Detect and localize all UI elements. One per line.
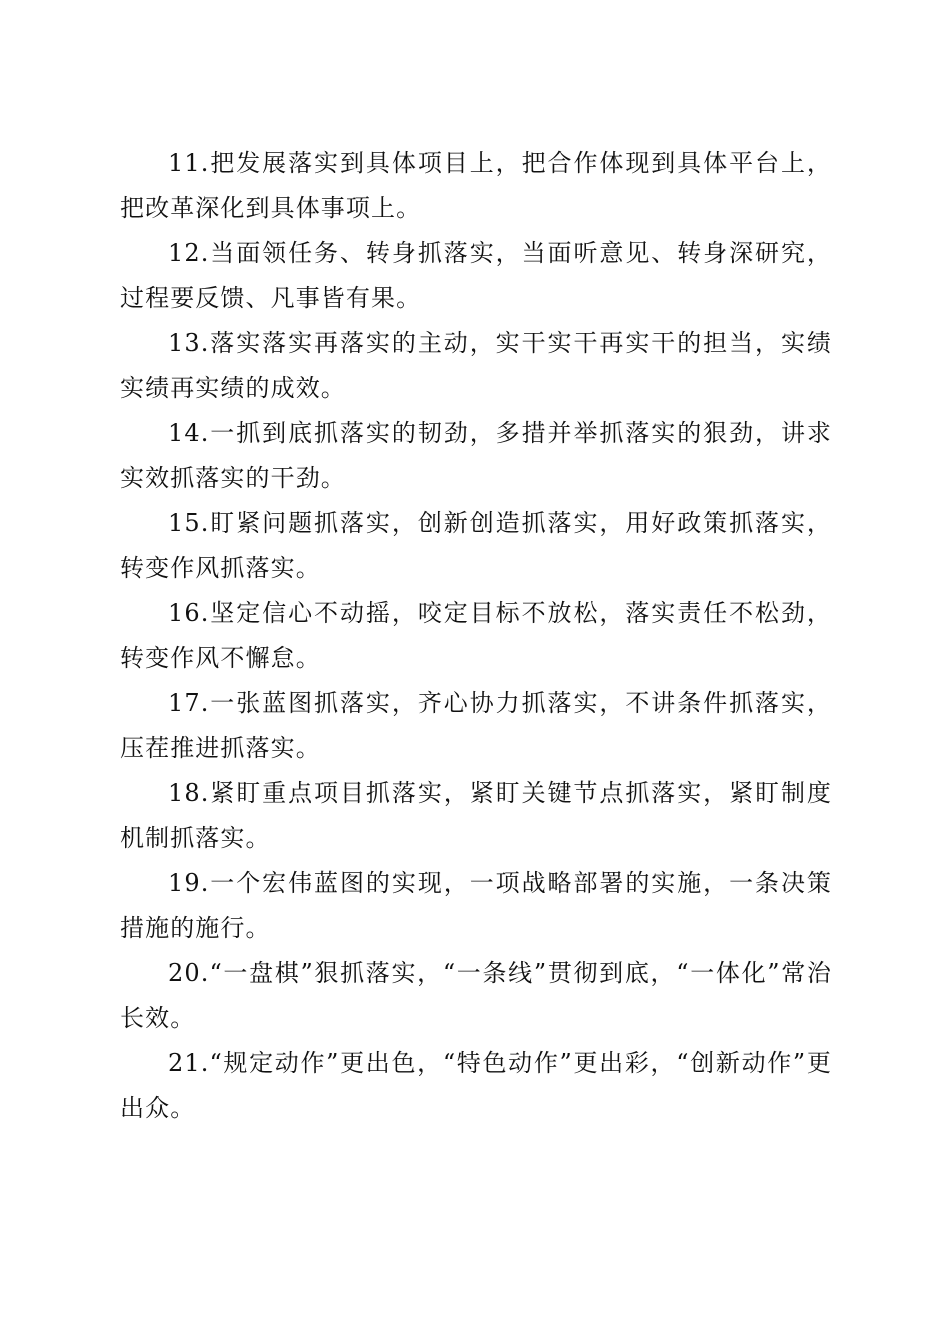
paragraph-19: 19.一个宏伟蓝图的实现，一项战略部署的实施，一条决策措施的施行。 bbox=[120, 869, 832, 942]
paragraph-17: 17.一张蓝图抓落实，齐心协力抓落实，不讲条件抓落实，压茬推进抓落实。 bbox=[120, 689, 832, 762]
document-body bbox=[120, 141, 832, 1131]
paragraph-11: 11.把发展落实到具体项目上，把合作体现到具体平台上，把改革深化到具体事项上。 bbox=[120, 149, 832, 222]
paragraph-21: 21.“规定动作”更出色，“特色动作”更出彩，“创新动作”更出众。 bbox=[120, 1049, 832, 1122]
paragraph-13: 13.落实落实再落实的主动，实干实干再实干的担当，实绩实绩再实绩的成效。 bbox=[120, 329, 832, 402]
paragraph-15: 15.盯紧问题抓落实，创新创造抓落实，用好政策抓落实，转变作风抓落实。 bbox=[120, 509, 832, 582]
paragraph-12: 12.当面领任务、转身抓落实，当面听意见、转身深研究，过程要反馈、凡事皆有果。 bbox=[120, 239, 832, 312]
paragraph-16: 16.坚定信心不动摇，咬定目标不放松，落实责任不松劲，转变作风不懈怠。 bbox=[120, 599, 832, 672]
paragraph-14: 14.一抓到底抓落实的韧劲，多措并举抓落实的狠劲，讲求实效抓落实的干劲。 bbox=[120, 419, 832, 492]
paragraph-18: 18.紧盯重点项目抓落实，紧盯关键节点抓落实，紧盯制度机制抓落实。 bbox=[120, 779, 832, 852]
paragraph-20: 20.“一盘棋”狠抓落实，“一条线”贯彻到底，“一体化”常治长效。 bbox=[120, 959, 832, 1032]
